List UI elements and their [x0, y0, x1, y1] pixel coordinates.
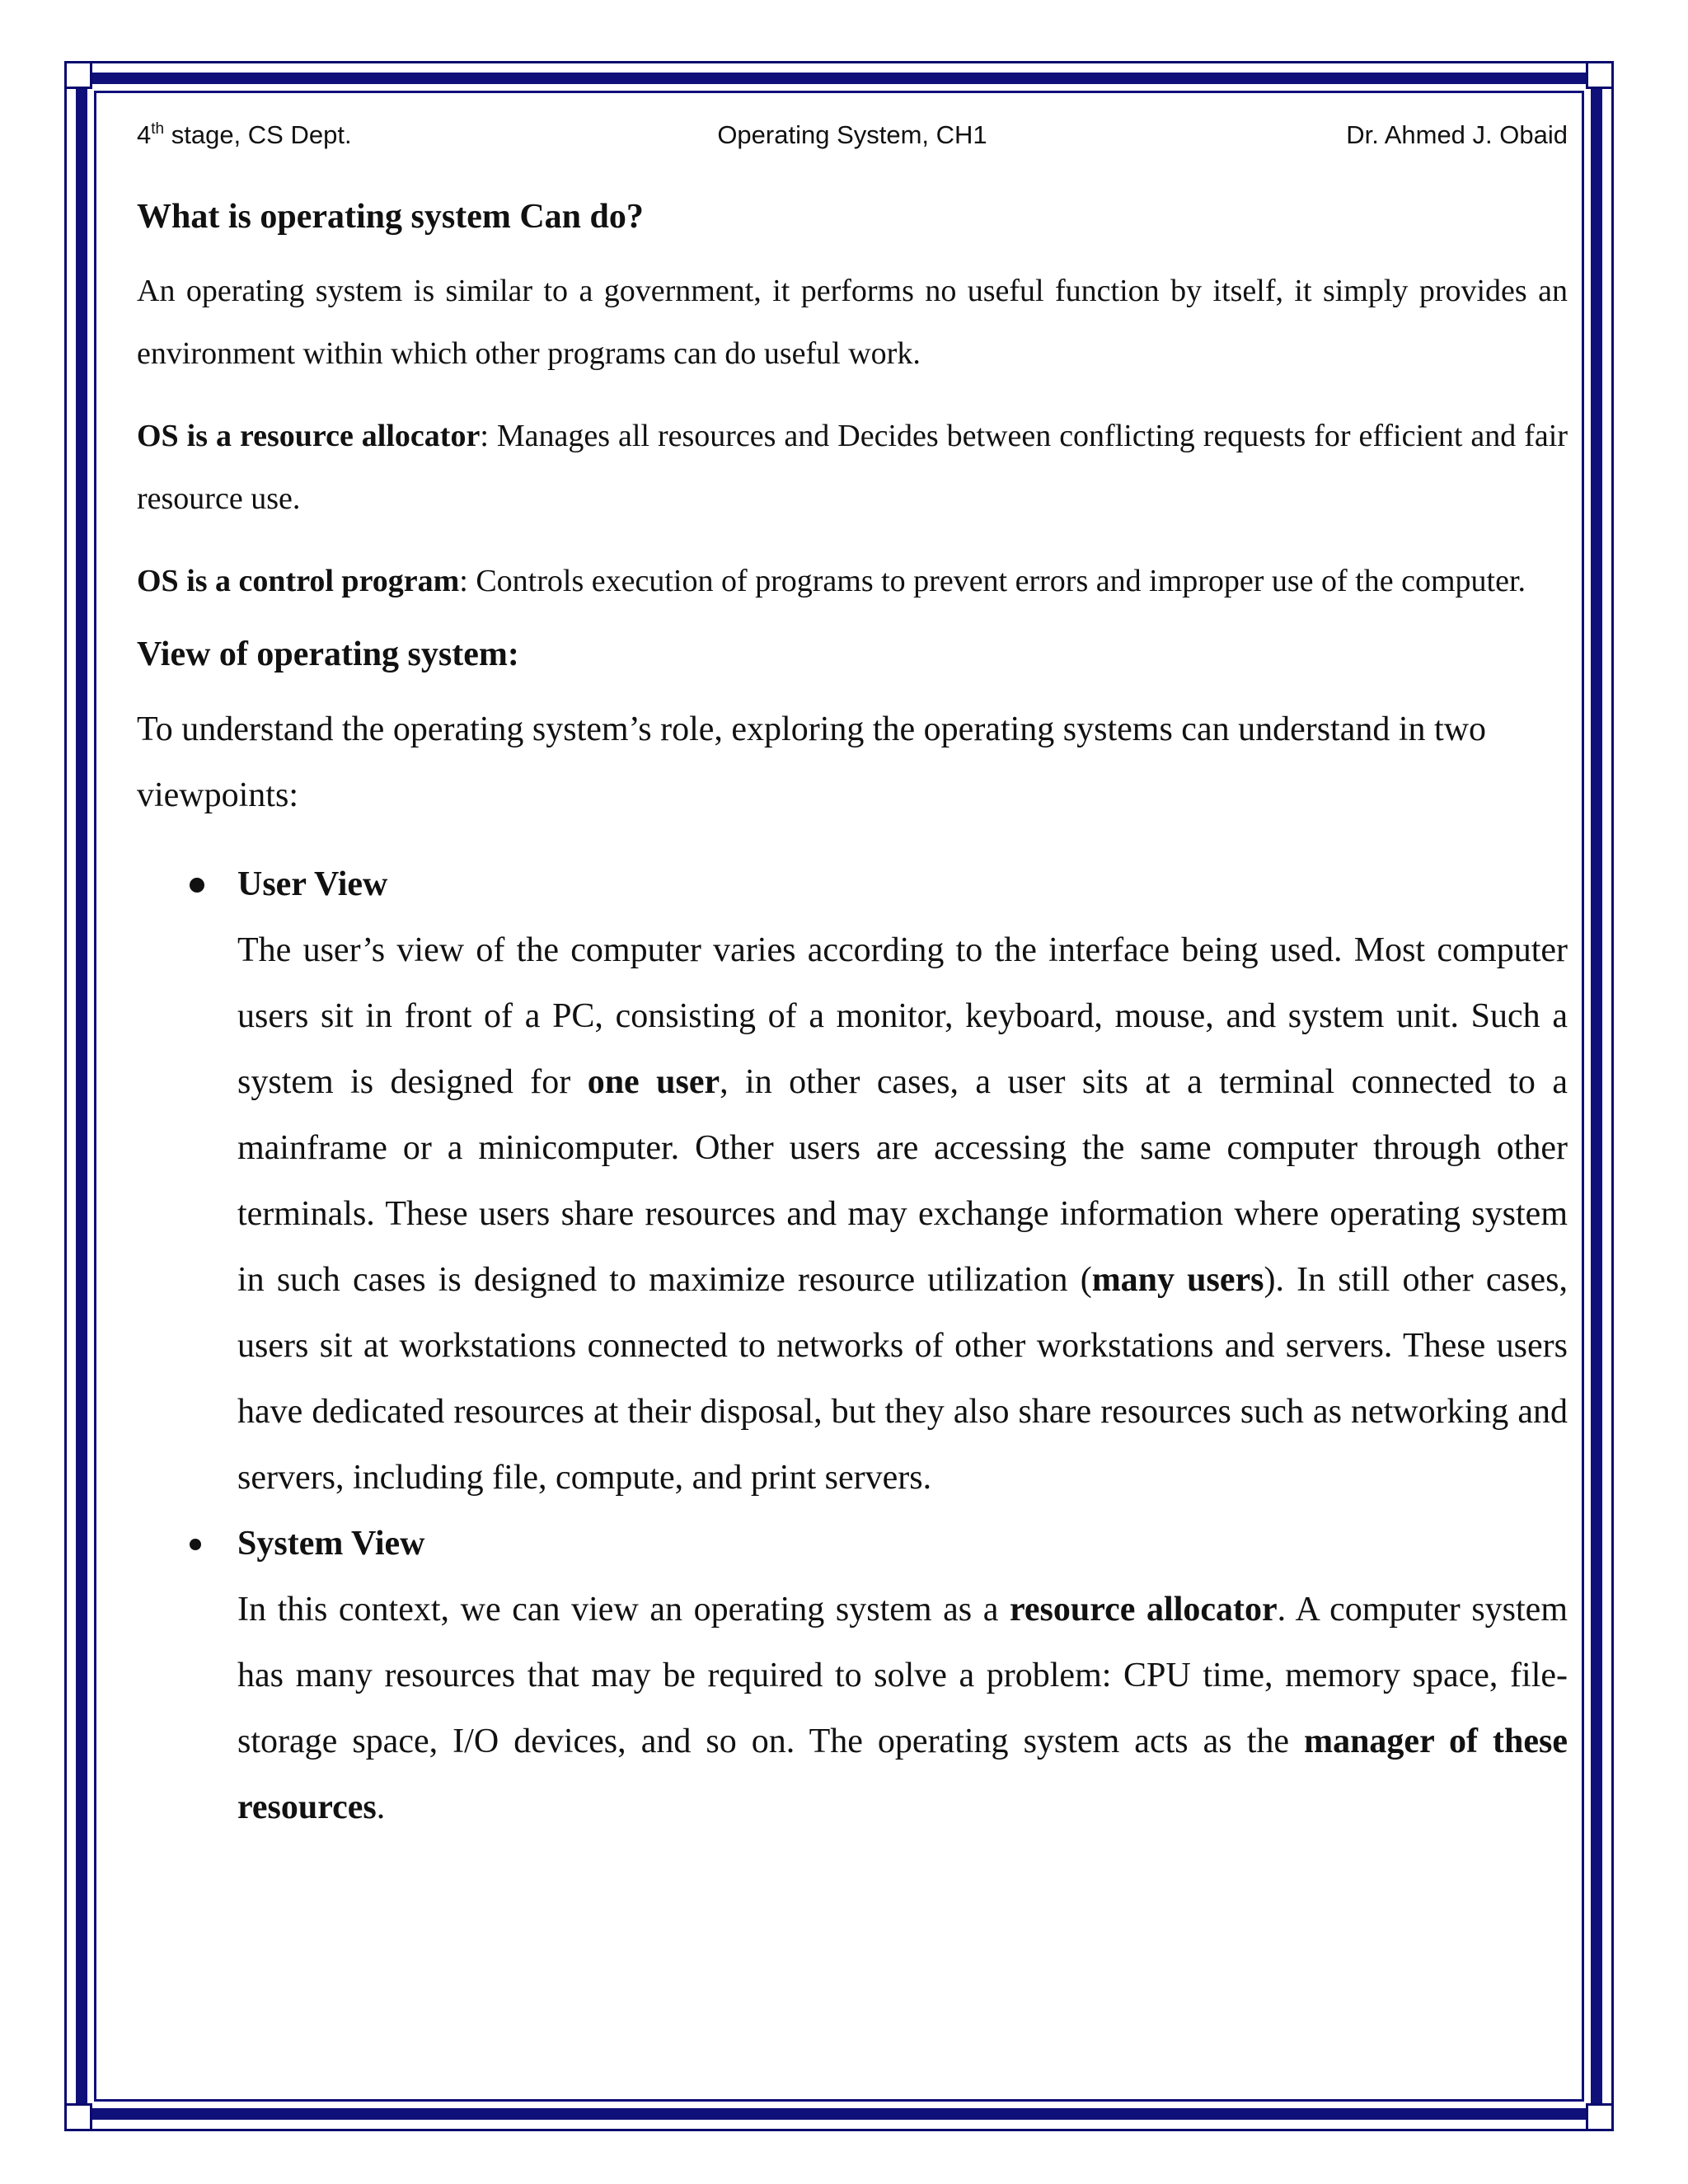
header-author: Dr. Ahmed J. Obaid	[1346, 120, 1568, 149]
section-heading-what-os-can-do: What is operating system Can do?	[137, 198, 644, 236]
running-header	[137, 120, 1568, 153]
document-body	[137, 194, 1568, 1840]
control-program-paragraph: OS is a control program: Controls execution of programs to prevent errors and improper use of the computer.	[137, 563, 1526, 598]
bullet-icon	[190, 1539, 201, 1550]
border-corner	[64, 2103, 92, 2131]
border-corner	[1586, 2103, 1614, 2131]
user-view-title: User View	[237, 865, 388, 904]
viewpoints-list	[137, 851, 1568, 1840]
control-program-term: OS is a control program	[137, 563, 460, 598]
border-corner	[64, 61, 92, 89]
user-view-text: The user’s view of the computer varies according to the interface being used. Most computer users sit in front of a PC, consisting of a monitor, keyboard, mouse, and system unit. Such a system is designed for one user, in other cases, a user sits at a terminal connected to a mainframe or a minicomputer. Other users are accessing the same computer through other terminals. These users share resources and may exchange information where operating system in such cases is designed to maximize resource utilization (many users). In still other cases, users sit at workstations connected to networks of other workstations and servers. These users have dedicated resources at their disposal, but they also share resources such as networking and servers, including file, compute, and print servers.	[237, 931, 1568, 1497]
list-item-system-view	[137, 1511, 1568, 1840]
border-corner	[1586, 61, 1614, 89]
bullet-icon	[190, 878, 204, 893]
header-course: 4th stage, CS Dept.	[137, 120, 352, 149]
header-title: Operating System, CH1	[717, 120, 987, 149]
list-item-user-view	[137, 851, 1568, 1511]
resource-allocator-paragraph: OS is a resource allocator: Manages all resources and Decides between conflicting requests for efficient and fair resource use.	[137, 418, 1568, 516]
system-view-text: In this context, we can view an operating system as a resource allocator. A computer system has many resources that may be required to solve a problem: CPU time, memory space, file-storage space, I/O devices, and so on. The operating system acts as the manager of these resources.	[237, 1591, 1568, 1827]
section-heading-view-of-os: View of operating system:	[137, 635, 519, 673]
viewpoints-intro: To understand the operating system’s role, exploring the operating systems can understand in two viewpoints:	[137, 710, 1487, 815]
system-view-title: System View	[237, 1525, 425, 1563]
resource-allocator-term: OS is a resource allocator	[137, 418, 481, 453]
intro-paragraph: An operating system is similar to a government, it performs no useful function by itself, it simply provides an environment within which other programs can do useful work.	[137, 273, 1568, 371]
